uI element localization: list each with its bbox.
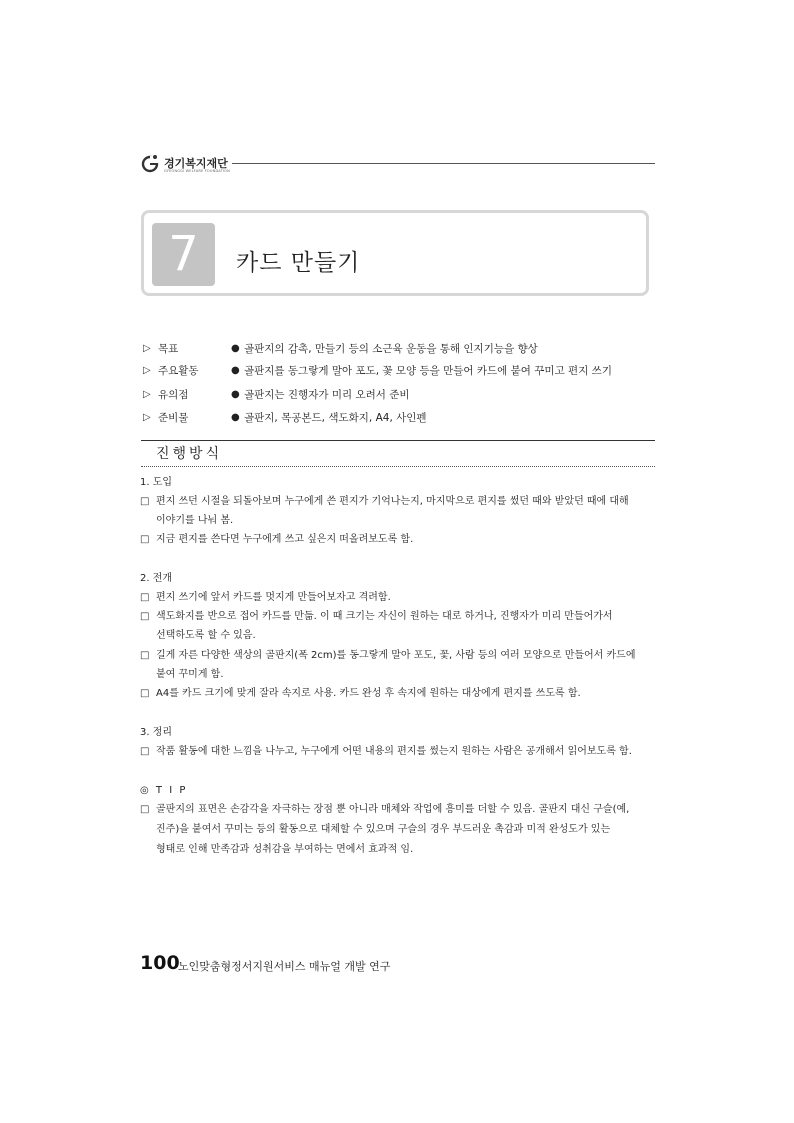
info-label: 목표 [158, 343, 179, 355]
triangle-icon: ▷ [143, 343, 151, 354]
foundation-logo-icon [140, 153, 160, 173]
checkbox-icon: □ [140, 804, 150, 815]
checkbox-icon: □ [140, 592, 150, 603]
triangle-icon: ▷ [143, 389, 151, 400]
list-item-continuation: 형태로 인해 만족감과 성취감을 부여하는 면에서 효과적 임. [156, 844, 414, 855]
checkbox-icon: □ [140, 534, 150, 545]
list-item-text: 편지 쓰던 시절을 되돌아보며 누구에게 쓴 편지가 기억나는지, 마지막으로 편지를 썼던 때와 받았던 때에 대해 [156, 496, 629, 507]
bullet-icon: ● [231, 412, 240, 423]
method-title: 진행방식 [156, 446, 223, 462]
list-item-text: 길게 자른 다양한 색상의 골판지(폭 2cm)를 동그랗게 말아 포도, 꽃, 사람 등의 여러 모양으로 만들어서 카드에 [156, 650, 636, 661]
list-item-text: 색도화지를 반으로 접어 카드를 만듦. 이 때 크기는 자신이 원하는 대로 하거나, 진행자가 미리 만들어가서 [156, 611, 613, 622]
checkbox-icon: □ [140, 746, 150, 757]
chapter-title-box [141, 210, 649, 296]
triangle-icon: ▷ [143, 365, 151, 376]
checkbox-icon: □ [140, 688, 150, 699]
development-heading: 2. 전개 [140, 573, 173, 584]
bullet-icon: ● [231, 365, 240, 376]
info-text: 골판지는 진행자가 미리 오려서 준비 [244, 389, 410, 401]
chapter-number: 7 [152, 223, 215, 286]
footer-title: 노인맞춤형정서지원서비스 매뉴얼 개발 연구 [178, 960, 391, 973]
tip-heading-text: T I P [155, 785, 188, 796]
list-item-continuation: 이야기를 나눠 봄. [156, 515, 234, 526]
tip-heading [140, 783, 187, 799]
info-label: 준비물 [158, 412, 189, 424]
header [140, 150, 655, 178]
info-label: 주요활동 [158, 365, 199, 377]
list-item-text: 지금 편지를 쓴다면 누구에게 쓰고 싶은지 떠올려보도록 함. [156, 534, 414, 545]
list-item-continuation: 붙여 꾸미게 함. [156, 669, 224, 680]
list-item-text: A4를 카드 크기에 맞게 잘라 속지로 사용. 카드 완성 후 속지에 원하는 대상에게 편지를 쓰도록 함. [156, 688, 581, 699]
info-text: 골판지의 감촉, 만들기 등의 소근육 운동을 통해 인지기능을 향상 [244, 343, 538, 355]
tip-mark-icon: ◎ [140, 785, 151, 796]
wrapup-heading: 3. 정리 [140, 727, 173, 738]
section-divider [141, 440, 655, 441]
checkbox-icon: □ [140, 496, 150, 507]
checkbox-icon: □ [140, 650, 150, 661]
info-text: 골판지, 목공본드, 색도화지, A4, 사인펜 [244, 412, 427, 424]
info-label: 유의점 [158, 389, 189, 401]
org-name: 경기복지재단 [164, 157, 228, 170]
page-number: 100 [140, 952, 180, 974]
list-item-text: 골판지의 표면은 손감각을 자극하는 장점 뿐 아니라 매체와 작업에 흥미를 더할 수 있음. 골판지 대신 구슬(예, [156, 804, 630, 815]
dotted-divider [141, 466, 655, 467]
info-text: 골판지를 동그랗게 말아 포도, 꽃 모양 등을 만들어 카드에 붙여 꾸미고 편지 쓰기 [244, 365, 612, 377]
list-item-continuation: 선택하도록 할 수 있음. [156, 630, 256, 641]
intro-heading: 1. 도입 [140, 477, 173, 488]
list-item-continuation: 진주)을 붙여서 꾸미는 등의 활동으로 대체할 수 있으며 구슬의 경우 부드러운 촉감과 미적 완성도가 있는 [156, 824, 611, 835]
org-name-english: GYEONGGI WELFARE FOUNDATION [164, 169, 230, 173]
triangle-icon: ▷ [143, 412, 151, 423]
chapter-title: 카드 만들기 [236, 250, 361, 276]
checkbox-icon: □ [140, 611, 150, 622]
list-item-text: 편지 쓰기에 앞서 카드를 멋지게 만들어보자고 격려함. [156, 592, 391, 603]
header-divider [232, 163, 655, 164]
bullet-icon: ● [231, 389, 240, 400]
bullet-icon: ● [231, 343, 240, 354]
list-item-text: 작품 활동에 대한 느낌을 나누고, 누구에게 어떤 내용의 편지를 썼는지 원하는 사람은 공개해서 읽어보도록 함. [156, 746, 632, 757]
